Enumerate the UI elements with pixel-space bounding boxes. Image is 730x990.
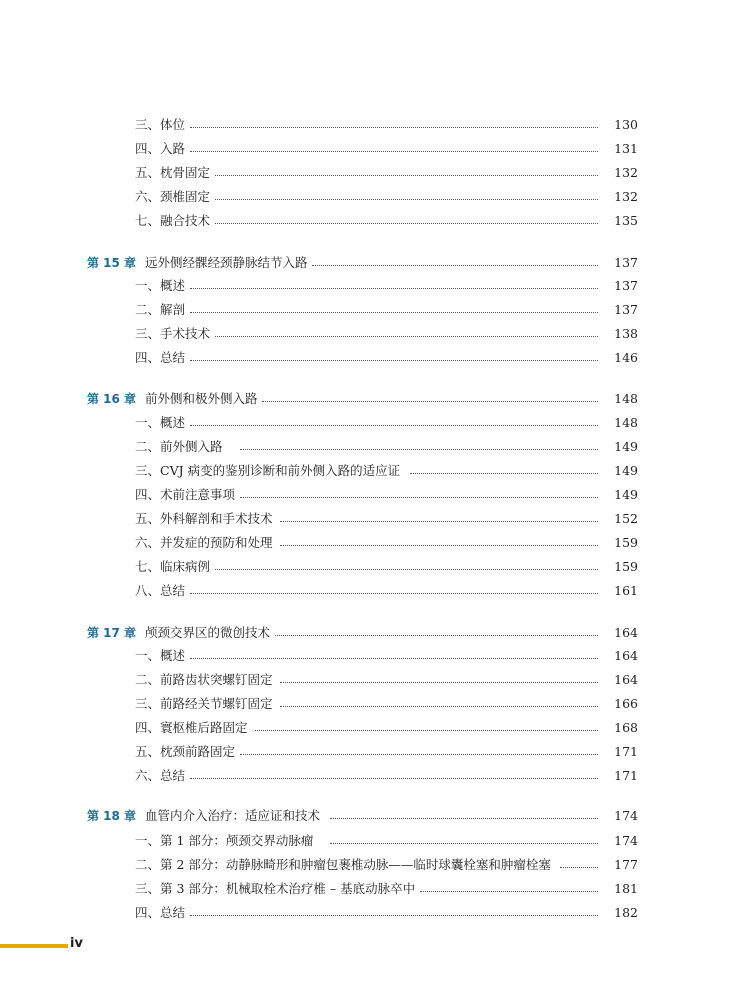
toc-entry	[0, 163, 730, 183]
toc-entry	[0, 718, 730, 738]
toc-entry	[0, 581, 730, 601]
toc-entry	[0, 348, 730, 368]
toc-entry-page: 159	[598, 533, 638, 553]
toc-entry-page: 164	[598, 670, 638, 690]
toc-entry-page: 137	[598, 276, 638, 296]
toc-chapter	[0, 623, 730, 643]
toc-entry-page: 161	[598, 581, 638, 601]
toc-entry-label: 五、枕骨固定	[135, 163, 212, 183]
toc-entry-page: 135	[598, 211, 638, 231]
chapter-title: 前外侧和极外侧入路	[145, 389, 260, 409]
toc-entry-label: 七、融合技术	[135, 211, 212, 231]
toc-entry-page: 152	[598, 509, 638, 529]
toc-entry	[0, 879, 730, 899]
chapter-title: 远外侧经髁经颈静脉结节入路	[145, 253, 310, 273]
toc-entry-label: 一、概述	[135, 276, 187, 296]
toc-entry	[0, 509, 730, 529]
toc-entry-label: 七、临床病例	[135, 557, 212, 577]
toc-entry	[0, 670, 730, 690]
toc-entry-page: 166	[598, 694, 638, 714]
toc-entry	[0, 533, 730, 553]
toc-entry-label: 三、第 3 部分：机械取栓术治疗椎 – 基底动脉卒中	[135, 879, 417, 899]
toc-entry-label: 四、术前注意事项	[135, 485, 237, 505]
toc-entry-page: 149	[598, 437, 638, 457]
toc-entry-page: 149	[598, 485, 638, 505]
toc-entry-label: 三、前路经关节螺钉固定	[135, 694, 275, 714]
toc-chapter	[0, 253, 730, 273]
toc-entry-label: 六、总结	[135, 766, 187, 786]
chapter-title: 颅颈交界区的微创技术	[145, 623, 272, 643]
toc-entry	[0, 461, 730, 481]
toc-entry-label: 一、第 1 部分：颅颈交界动脉瘤	[135, 831, 315, 851]
toc-entry-page: 138	[598, 324, 638, 344]
toc-entry-label: 五、枕颈前路固定	[135, 742, 237, 762]
toc-entry-label: 三、CVJ 病变的鉴别诊断和前外侧入路的适应证	[135, 461, 402, 481]
chapter-number: 第 16 章	[87, 392, 137, 406]
toc-entry-page: 168	[598, 718, 638, 738]
toc-entry-label: 四、总结	[135, 903, 187, 923]
toc-entry-label: 六、颈椎固定	[135, 187, 212, 207]
chapter-number: 第 18 章	[87, 809, 137, 823]
toc-entry-page: 171	[598, 766, 638, 786]
toc-entry	[0, 831, 730, 851]
toc-entry-page: 130	[598, 115, 638, 135]
toc-entry	[0, 115, 730, 135]
toc-entry-label: 一、概述	[135, 413, 187, 433]
toc-entry-page: 137	[598, 300, 638, 320]
toc-entry-page: 164	[598, 623, 638, 643]
toc-entry-label: 一、概述	[135, 646, 187, 666]
toc-entry-label: 八、总结	[135, 581, 187, 601]
toc-entry-label: 二、前外侧入路	[135, 437, 225, 457]
toc-entry-page: 132	[598, 187, 638, 207]
toc-entry	[0, 742, 730, 762]
toc-entry-page: 174	[598, 831, 638, 851]
toc-chapter	[0, 389, 730, 409]
toc-entry	[0, 855, 730, 875]
page-number: iv	[70, 936, 83, 951]
toc-entry-page: 174	[598, 806, 638, 826]
toc-entry	[0, 903, 730, 923]
toc-chapter	[0, 806, 730, 826]
footer-accent-bar	[0, 944, 68, 948]
toc-entry	[0, 694, 730, 714]
toc-entry	[0, 646, 730, 666]
chapter-number: 第 15 章	[87, 256, 137, 270]
toc-entry	[0, 276, 730, 296]
toc-entry	[0, 139, 730, 159]
toc-entry	[0, 211, 730, 231]
toc-entry	[0, 437, 730, 457]
toc-entry	[0, 485, 730, 505]
toc-entry	[0, 324, 730, 344]
toc-entry	[0, 557, 730, 577]
toc-entry-page: 159	[598, 557, 638, 577]
toc-entry-page: 164	[598, 646, 638, 666]
toc-entry-page: 181	[598, 879, 638, 899]
toc-entry-label: 二、第 2 部分：动静脉畸形和肿瘤包裹椎动脉——临时球囊栓塞和肿瘤栓塞	[135, 855, 553, 875]
toc-entry	[0, 187, 730, 207]
toc-entry-label: 五、外科解剖和手术技术	[135, 509, 275, 529]
toc-entry-page: 182	[598, 903, 638, 923]
toc-entry-page: 177	[598, 855, 638, 875]
toc-entry-label: 四、入路	[135, 139, 187, 159]
toc-entry-page: 146	[598, 348, 638, 368]
chapter-number: 第 17 章	[87, 626, 137, 640]
toc-entry-label: 二、前路齿状突螺钉固定	[135, 670, 275, 690]
toc-entry-label: 二、解剖	[135, 300, 187, 320]
toc-entry-page: 148	[598, 413, 638, 433]
toc-entry-label: 六、并发症的预防和处理	[135, 533, 275, 553]
toc-entry-page: 149	[598, 461, 638, 481]
toc-entry-page: 148	[598, 389, 638, 409]
toc-entry-label: 三、体位	[135, 115, 187, 135]
toc-entry-page: 131	[598, 139, 638, 159]
toc-entry-page: 171	[598, 742, 638, 762]
toc-entry-page: 132	[598, 163, 638, 183]
chapter-title: 血管内介入治疗：适应证和技术	[145, 806, 322, 826]
toc-entry-label: 三、手术技术	[135, 324, 212, 344]
toc-entry-label: 四、寰枢椎后路固定	[135, 718, 250, 738]
toc-entry-label: 四、总结	[135, 348, 187, 368]
toc-entry	[0, 413, 730, 433]
toc-entry-page: 137	[598, 253, 638, 273]
toc-entry	[0, 300, 730, 320]
toc-entry	[0, 766, 730, 786]
